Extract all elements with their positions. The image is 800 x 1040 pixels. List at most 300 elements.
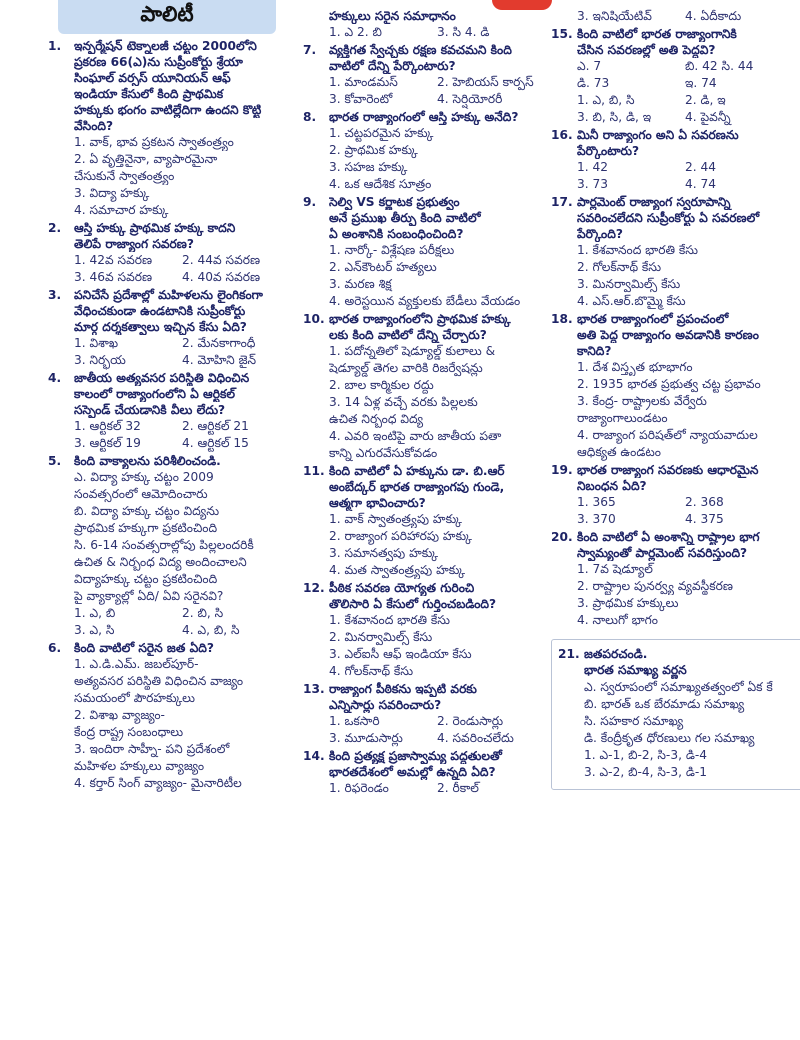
option: ప్రాథమిక హక్కుగా ప్రకటించింది [74,521,218,535]
option: 1. రిఫరెండం [329,781,389,795]
option: 4. ఎ, బి, సి [182,623,240,637]
option-row [74,435,302,452]
question-line: ఏ అంశానికి సంబంధించింది? [329,227,464,241]
question-number: 15. [551,27,573,41]
question-number: 10. [303,312,325,326]
question-header [48,640,302,656]
question-number: 13. [303,682,325,696]
question-header [303,580,547,612]
option: 4. ఒక ఆదేశిక సూత్రం [329,177,432,191]
question-text [577,529,800,561]
option: ఉచిత నిర్బంధ విద్య [329,412,424,426]
option: మహిళల హక్కులు వ్యాజ్యం [74,759,205,773]
option: 3. 370 [577,512,616,526]
option: 1. 42వ సవరణ [74,253,153,267]
question-number: 4. [48,371,62,385]
option-row [74,335,302,352]
question-item [303,194,547,310]
question-item [48,640,302,792]
option-list [577,561,800,629]
option-list [329,780,547,797]
question-line: ఇండియా కేసులో కింది ప్రాథమిక [74,87,224,101]
option: సి. 6-14 సంవత్సరాల్లోపు పిల్లలందరికీ [74,538,254,552]
question-line: భారతదేశంలో అమల్లో ఉన్నది ఏది? [329,765,496,779]
question-text [584,646,800,662]
option: 2. 44 [685,160,717,174]
option-list [74,418,302,452]
question-line: ఎన్నిసార్లు సవరించారు? [329,698,442,712]
option: పై వ్యాక్యాల్లో ఏది/ ఏవి సరైనవి? [74,589,224,603]
option: ఎ. 7 [577,59,602,73]
column-3 [551,8,800,790]
question-number: 9. [303,195,317,209]
option: 4. రాజ్యాంగ పరిషత్‌లో న్యాయవాదుల [577,428,758,442]
option-list [329,125,547,193]
option: అత్యవసర పరిస్థితి విధించిన వాజ్యం [74,674,244,688]
option-row [584,764,800,781]
option: 3. 14 ఏళ్ల వచ్చే వరకు పిల్లలకు [329,395,478,409]
question-header [48,287,302,335]
option: బి. విద్యా హక్కు చట్టం విద్యను [74,504,220,518]
question-number: 12. [303,581,325,595]
option: 3. ఇనిషియేటివ్ [577,9,652,23]
option: 3. 46వ సవరణ [74,270,153,284]
question-line: కింది వాక్యాలను పరిశీలించండి. [74,454,221,468]
question-text [329,42,547,74]
question-line: లకు కింది వాటిలో దేన్ని చేర్చారు? [329,328,487,342]
option-row [329,24,547,41]
question-text [329,8,547,24]
question-item [303,580,547,680]
option: 4. కర్తార్ సింగ్ వ్యాజ్యం- మైనారిటీల [74,776,242,790]
question-number: 5. [48,454,62,468]
question-line: ప్రకరణ 66(ఎ)ను సుప్రీంకోర్టు శ్రేయా [74,55,243,69]
question-number: 3. [48,288,62,302]
question-item [303,311,547,462]
question-line: సస్పెండ్ చేయడానికి వీలు లేదు? [74,403,226,417]
column-1 [48,38,302,793]
question-item [303,42,547,108]
option-row [329,713,547,730]
question-text [329,748,547,780]
question-header [558,646,800,662]
question-line: సింఘాల్ వర్సస్ యూనియన్ ఆఫ్ [74,71,231,85]
question-text [577,127,800,159]
option: 3. మూడుసార్లు [329,731,403,745]
question-line: కింది వాటిలో ఏ అంశాన్ని రాష్ట్రాల భాగ [577,530,760,544]
option-row [74,352,302,369]
question-line: పనిచేసే ప్రదేశాల్లో మహిళలను లైంగికంగా [74,288,263,302]
option: చేసుకునే స్వాతంత్ర్యం [74,169,175,183]
question-line: వేధించకుండా ఉండటానికి సుప్రీంకోర్టు [74,304,246,318]
option: ఉచిత & నిర్బంధ విద్య అందించాలని [74,555,247,569]
option: 3. నిర్భయ [74,353,126,367]
option-list [329,242,547,310]
question-item [303,463,547,579]
question-line: రాజ్యాంగ పీఠికను ఇప్పటి వరకు [329,682,477,696]
question-header [303,748,547,780]
option-row [74,418,302,435]
question-header [551,529,800,561]
question-text [74,640,302,656]
option-row [584,747,800,764]
option: 2. ఎన్‌కౌంటర్ హత్యలు [329,260,437,274]
question-item [551,529,800,629]
question-line: భారత రాజ్యాంగంలో ప్రపంచంలో [577,312,729,326]
question-line: అంబేద్కర్ భారత రాజ్యాంగపు గుండె, [329,480,505,494]
question-item [48,220,302,286]
question-line: అనే ప్రముఖ తీర్పు కింది వాటిలో [329,211,481,225]
question-number: 14. [303,749,325,763]
question-number: 7. [303,43,317,57]
question-line: ఆస్తి హక్కు ప్రాథమిక హక్కు కాదని [74,221,236,235]
option: 4. అరెస్టయిన వ్యక్తులకు బేడీలు వేయడం [329,294,521,308]
option: 2. 368 [685,495,724,509]
match-subtitle: భారత సమాఖ్య వర్ణన [584,663,687,677]
option: 4. ఏదీకాదు [685,9,742,23]
option: 1. ఎ-1, బి-2, సి-3, డి-4 [584,748,707,762]
option: 3. ఇందిరా సాహ్నీ- పని ప్రదేశంలో [74,742,230,756]
option: 3. ఆర్టికల్ 19 [74,436,141,450]
option: 2. రెండుసార్లు [437,714,504,728]
option: 1. 365 [577,495,616,509]
question-header [303,311,547,343]
question-header [303,42,547,74]
option-list [329,612,547,680]
question-line: వ్యక్తిగత స్వేచ్ఛకు రక్షణ కవచమని కింది [329,43,512,57]
option-row [329,91,547,108]
question-line: స్వామ్యంతో పార్లమెంట్ సవరిస్తుంది? [577,546,748,560]
option-row [577,159,800,176]
question-header [48,453,302,469]
option: 4. ఆర్టికల్ 15 [182,436,249,450]
option: 2. మేనకాగాంధీ [182,336,256,350]
option: 4. 375 [685,512,724,526]
question-line: అతి పెద్ద రాజ్యాంగం అవడానికి కారణం [577,328,759,342]
option: 1. నార్కో- విశ్లేషణ పరీక్షలు [329,243,455,257]
option-list [577,8,800,25]
option: 2. గోలక్‌నాథ్ కేసు [577,260,662,274]
question-item [48,38,302,219]
match-list [584,662,800,781]
option-row [577,176,800,193]
option: 3. ఎల్ఐసీ ఆఫ్ ఇండియా కేసు [329,647,472,661]
question-number: 8. [303,110,317,124]
option: 4. ఎస్.ఆర్.బొమ్మై కేసు [577,294,686,308]
question-line: ఇన్ఫర్మేషన్ టెక్నాలజీ చట్టం 2000లోని [74,39,257,53]
question-number: 17. [551,195,573,209]
option: 2. బాల కార్మికుల రద్దు [329,378,434,392]
option-list [329,511,547,579]
question-line: వాటిలో దేన్ని పేర్కొంటారు? [329,59,456,73]
option: 2. బి, సి [182,606,224,620]
option: 2. 44వ సవరణ [182,253,261,267]
question-item [303,748,547,797]
option-list [577,494,800,528]
question-item [48,453,302,639]
option: ఎ. విద్యా హక్కు చట్టం 2009 [74,470,214,484]
option: 1. దేశ విస్తృత భూభాగం [577,360,693,374]
question-item [303,681,547,747]
question-header [303,681,547,713]
option-list [577,58,800,126]
option: 1. 7వ షెడ్యూల్ [577,562,653,576]
option-row [329,730,547,747]
option-list [577,359,800,461]
question-number: 2. [48,221,62,235]
question-text [329,194,547,242]
question-line: పేర్కొంటారు? [577,144,640,158]
option: 4. నాలుగో భాగం [577,613,658,627]
option: బి. 42 సి. 44 [685,59,754,73]
question-header [551,194,800,242]
option-list [577,242,800,310]
question-text [74,370,302,418]
question-line: నిబంధన ఏది? [577,479,647,493]
section-heading: పాలిటీ [58,0,276,34]
option: 2. డి, ఇ [685,93,726,107]
question-line: పీఠిక సవరణ యోగ్యత గురించి [329,581,475,595]
question-item [551,8,800,25]
question-text [329,311,547,343]
option-row [577,8,800,25]
option: 2. మినర్వామిల్స్ కేసు [329,630,433,644]
question-line: కానిది? [577,344,612,358]
question-number: 1. [48,39,62,53]
option: 3. సి 4. డి [437,25,490,39]
option: 1. మాండమస్ [329,75,398,89]
option-list [74,469,302,639]
match-item: డి. కేంద్రీకృత ధోరణులు గల సమాఖ్య [584,731,755,745]
option: 3. బి, సి, డి, ఇ [577,110,652,124]
question-line: మినీ రాజ్యాంగం అని ఏ సవరణను [577,128,739,142]
option: 4. 40వ సవరణ [182,270,261,284]
question-line: పేర్కొంది? [577,227,623,241]
option-row [577,494,800,511]
match-item: సి. సహకార సమాఖ్య [584,714,684,728]
option-row [577,92,800,109]
option: 1. చట్టపరమైన హక్కు [329,126,434,140]
option: 4. సెర్షియోరరీ [437,92,503,106]
question-line: మార్గ దర్శకత్వాలు ఇచ్చిన కేసు ఏది? [74,320,247,334]
question-text [329,580,547,612]
match-item: బి. భారత్ ఒక బేరమాడు సమాఖ్య [584,697,745,711]
question-line: తెలిపే రాజ్యాంగ సవరణ? [74,237,194,251]
question-line: భారత రాజ్యాంగంలో ఆస్తి హక్కు అనేది? [329,110,519,124]
option: 1. కేశవానంద భారతి కేసు [329,613,451,627]
question-number: 21. [558,647,580,661]
question-number: 19. [551,463,573,477]
question-text [577,194,800,242]
question-text [74,38,302,134]
question-item [48,370,302,452]
option: 4. ఎవరి ఇంటిపై వారు జాతీయ పతా [329,429,502,443]
option: 3. విద్యా హక్కు [74,186,150,200]
option-row [329,74,547,91]
question-header [551,311,800,359]
option-row [74,269,302,286]
option-row [74,605,302,622]
question-text [329,681,547,713]
question-text [74,287,302,335]
question-number: 16. [551,128,573,142]
question-item [303,109,547,193]
match-item: ఎ. స్వరూపంలో సమాఖ్యతత్వంలో ఏక కే [584,680,773,694]
question-text [329,109,547,125]
question-line: జాతీయ అత్యవసర పరిస్థితి విధించిన [74,371,250,385]
question-header [551,127,800,159]
question-item [551,462,800,528]
option-list [329,74,547,108]
option-row [577,58,800,75]
option: 3. ప్రాథమిక హక్కులు [577,596,679,610]
option: 1. ఎ, బి, సి [577,93,635,107]
option-list [74,335,302,369]
option: 2. హెబియస్ కార్పస్ [437,75,534,89]
question-item [303,8,547,41]
option: 3. మరణ శిక్ష [329,277,392,291]
question-text [577,462,800,494]
option: 2. రాష్ట్రాల పునర్వ్య వ్యవస్థీకరణ [577,579,733,593]
question-item [551,127,800,193]
option: 3. సహజ హక్కు [329,160,408,174]
option: 2. రీకాల్ [437,781,479,795]
option: 3. మినర్వామిల్స్ కేసు [577,277,681,291]
option-row [329,780,547,797]
question-line: కింది వాటిలో ఏ హక్కును డా. బి.ఆర్ [329,464,505,478]
option: 4. సమాచార హక్కు [74,203,169,217]
question-number: 11. [303,464,325,478]
option: 3. ఎ-2, బి-4, సి-3, డి-1 [584,765,707,779]
option: 1. వాక్ స్వాతంత్ర్యపు హక్కు [329,512,462,526]
question-number: 6. [48,641,62,655]
option: రాజ్యాంగాలుండటం [577,411,668,425]
option: 1. ఎ 2. బి [329,25,382,39]
question-line: పార్లమెంట్ రాజ్యాంగ స్వరూపాన్ని [577,195,731,209]
option: విద్యాహక్కు చట్టం ప్రకటించింది [74,572,218,586]
option: 1. ఎ, బి [74,606,116,620]
option: 4. 74 [685,177,717,191]
question-header [48,38,302,134]
question-line: జతపరచండి. [584,647,648,661]
option: ఇ. 74 [685,76,717,90]
question-header [551,462,800,494]
question-text [329,463,547,511]
option: 2. ఆర్టికల్ 21 [182,419,249,433]
question-21-box [551,639,800,790]
question-line: భారత రాజ్యాంగ సవరణకు ఆధారమైన [577,463,759,477]
option: 1. ఆర్టికల్ 32 [74,419,141,433]
question-header [48,370,302,418]
option: 2. ప్రాథమిక హక్కు [329,143,418,157]
option: డి. 73 [577,76,610,90]
option: ఆధిక్యత ఉండటం [577,445,661,459]
question-line: తొలిసారి ఏ కేసులో గుర్తించబడింది? [329,597,497,611]
question-item [551,194,800,310]
option-list [74,134,302,219]
option: 1. విశాఖ [74,336,119,350]
question-text [74,453,302,469]
question-line: కింది ప్రత్యక్ష ప్రజాస్వామ్య పద్ధతులతో [329,749,502,763]
option-row [577,75,800,92]
option: 1. వాక్, భావ ప్రకటన స్వాతంత్ర్యం [74,135,234,149]
option: కేంద్ర రాష్ట్ర సంబంధాలు [74,725,184,739]
option: 2. ఏ వృత్తినైనా, వ్యాపారమైనా [74,152,218,166]
question-line: హక్కులు సరైన సమాధానం [329,9,456,23]
option: 3. ఎ, సి [74,623,115,637]
question-header [303,463,547,511]
question-number: 20. [551,530,573,544]
option: 3. సమానత్వపు హక్కు [329,546,439,560]
option-list [74,656,302,792]
question-text [577,26,800,58]
question-line: సవరించలేదని సుప్రీంకోర్టు ఏ సవరణలో [577,211,760,225]
option: 4. మత స్వాతంత్ర్యపు హక్కు [329,563,466,577]
option-list [329,713,547,747]
question-text [577,311,800,359]
question-line: హక్కుకు భంగం వాటిల్లేదిగా ఉందని కొట్టి [74,103,262,117]
question-line: వేసింది? [74,119,114,133]
option-list [74,252,302,286]
option: షెడ్యూల్డ్ తెగల వారికి రిజర్వేషన్లు [329,361,483,375]
option: సమయంలో పౌరహక్కులు [74,691,195,705]
question-line: సెల్వి VS కర్ణాటక ప్రభుత్వం [329,195,460,209]
question-number: 18. [551,312,573,326]
question-header [303,194,547,242]
column-3-questions [551,8,800,629]
option-row [577,511,800,528]
question-line: కింది వాటిలో సరైన జత ఏది? [74,641,214,655]
option: 1. 42 [577,160,609,174]
option: 1. ఎ.డి.ఎమ్. జబల్‌పూర్- [74,657,199,671]
question-line: భారత రాజ్యాంగంలోని ప్రాథమిక హక్కు [329,312,511,326]
question-item [551,311,800,461]
option-row [577,109,800,126]
option: 4. పైవన్నీ [685,110,731,124]
option: 1. ఒకసారి [329,714,380,728]
question-line: చేసిన సవరణల్లో అతి పెద్దవి? [577,43,716,57]
question-header [303,8,547,24]
option: కాన్ని ఎగురవేసుకోవడం [329,446,438,460]
option: 1. కేశవానంద భారతి కేసు [577,243,699,257]
option-list [329,343,547,462]
option: 2. 1935 భారత ప్రభుత్వ చట్ట ప్రభావం [577,377,761,391]
question-header [303,109,547,125]
option: 3. కేంద్ర- రాష్ట్రాలకు వేర్వేరు [577,394,707,408]
option-row [74,622,302,639]
option: 2. విశాఖ వ్యాజ్యం- [74,708,165,722]
option: 3. 73 [577,177,609,191]
option: 1. పదోన్నతిలో షెడ్యూల్డ్ కులాలు & [329,344,496,358]
question-text [74,220,302,252]
option: 4. గోలక్‌నాథ్ కేసు [329,664,414,678]
option: 4. మోహిని జైన్ [182,353,257,367]
question-line: కింది వాటిలో భారత రాజ్యాంగానికి [577,27,737,41]
question-item [551,26,800,126]
option: 3. కోవారెంటో [329,92,393,106]
option-row [74,252,302,269]
question-header [551,26,800,58]
question-header [48,220,302,252]
option: 4. సవరించలేదు [437,731,514,745]
column-2 [303,8,547,798]
option: సంవత్సరంలో ఆమోదించారు [74,487,208,501]
question-line: ఆత్మగా భావించారు? [329,496,426,510]
question-item [48,287,302,369]
option-list [329,24,547,41]
question-line: కాలంలో రాజ్యాంగంలోని ఏ ఆర్టికల్ [74,387,236,401]
option: 2. రాజ్యాంగ పరిహారపు హక్కు [329,529,472,543]
